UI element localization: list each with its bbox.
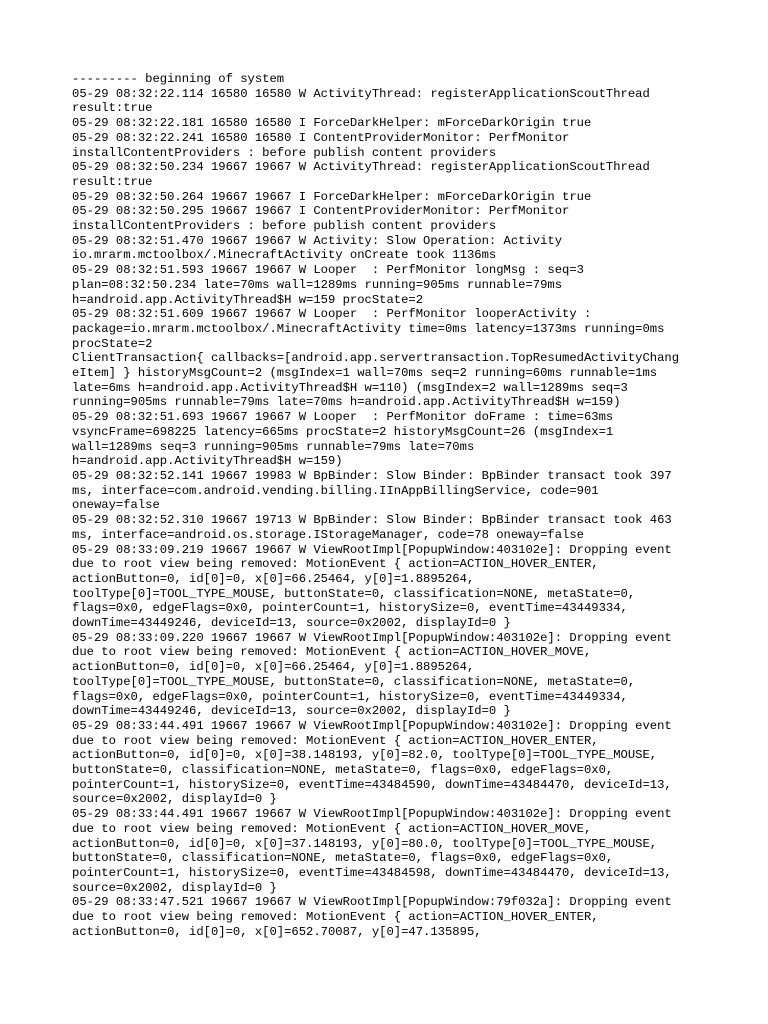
log-line: 05-29 08:32:51.693 19667 19667 W Looper : PerfMonitor doFrame : time=63ms vsyncFrame=698225 latency=665ms procState=2 historyMsgCount=26 (msgIndex=1 wall=1289ms seq=3 running=905ms runnable=79ms late=70ms h=android.app.ActivityThread$H w=159) bbox=[72, 410, 614, 469]
log-line: --------- beginning of system bbox=[72, 72, 285, 86]
log-line: 05-29 08:32:51.470 19667 19667 W Activity: Slow Operation: Activity io.mrarm.mctoolbox/.MinecraftActivity onCreate took 1136ms bbox=[72, 233, 563, 263]
log-line: 05-29 08:33:47.521 19667 19667 W ViewRootImpl[PopupWindow:79f032a]: Dropping event due to root view being removed: MotionEvent { action=ACTION_HOVER_ENTER, actionButton=0, id[0]=0, x[0]=652.70087, y[0]=47.135895, bbox=[72, 895, 672, 939]
log-line: 05-29 08:32:51.593 19667 19667 W Looper : PerfMonitor longMsg : seq=3 plan=08:32:50.234 late=70ms wall=1289ms running=905ms runnable=79ms h=android.app.ActivityThread$H w=159 procState=2 bbox=[72, 263, 584, 307]
log-line: 05-29 08:32:22.114 16580 16580 W ActivityThread: registerApplicationScoutThread result:true bbox=[72, 86, 650, 116]
log-line: 05-29 08:32:52.310 19667 19713 W BpBinder: Slow Binder: BpBinder transact took 463 ms, interface=android.os.storage.IStorageManager, code=78 oneway=false bbox=[72, 513, 672, 542]
log-line: 05-29 08:32:50.264 19667 19667 I ForceDarkHelper: mForceDarkOrigin true bbox=[72, 189, 592, 204]
log-document bbox=[72, 72, 708, 939]
log-line: 05-29 08:33:44.491 19667 19667 W ViewRootImpl[PopupWindow:403102e]: Dropping event due to root view being removed: MotionEvent { action=ACTION_HOVER_ENTER, actionButton=0, id[0]=0, x[0]=38.148193, y[0]=82.0, toolType[0]=TOOL_TYPE_MOUSE, buttonState=0, classification=NONE, metaState=0, flags=0x0, edgeFlags=0x0, pointerCount=1, historySize=0, eventTime=43484590, downTime=43484470, deviceId=13, source=0x2002, displayId=0 } bbox=[72, 718, 672, 807]
log-line: 05-29 08:32:50.295 19667 19667 I ContentProviderMonitor: PerfMonitor installContentProviders : before publish content providers bbox=[72, 204, 570, 234]
log-line: 05-29 08:32:51.609 19667 19667 W Looper : PerfMonitor looperActivity : package=io.mrarm.mctoolbox/.MinecraftActivity time=0ms latency=1373ms running=0ms procState=2 ClientTransaction{ callbacks=[android.app.servertransaction.TopResumedActivityChang eItem] } historyMsgCount=2 (msgIndex=1 wall=70ms seq=2 running=60ms runnable=1ms late=6ms h=android.app.ActivityThread$H w=110) (msgIndex=2 wall=1289ms seq=3 running=905ms runnable=79ms late=70ms h=android.app.ActivityThread$H w=159) bbox=[72, 307, 680, 410]
log-line: 05-29 08:33:44.491 19667 19667 W ViewRootImpl[PopupWindow:403102e]: Dropping event due to root view being removed: MotionEvent { action=ACTION_HOVER_MOVE, actionButton=0, id[0]=0, x[0]=37.148193, y[0]=80.0, toolType[0]=TOOL_TYPE_MOUSE, buttonState=0, classification=NONE, metaState=0, flags=0x0, edgeFlags=0x0, pointerCount=1, historySize=0, eventTime=43484598, downTime=43484470, deviceId=13, source=0x2002, displayId=0 } bbox=[72, 807, 672, 895]
log-line: 05-29 08:32:52.141 19667 19983 W BpBinder: Slow Binder: BpBinder transact took 397 ms, interface=com.android.vending.billing.IInAppBillingService, code=901 oneway=false bbox=[72, 468, 672, 513]
log-line: 05-29 08:32:22.181 16580 16580 I ForceDarkHelper: mForceDarkOrigin true bbox=[72, 116, 592, 131]
log-line: 05-29 08:32:22.241 16580 16580 I ContentProviderMonitor: PerfMonitor installContentProviders : before publish content providers bbox=[72, 130, 570, 160]
log-line: 05-29 08:33:09.219 19667 19667 W ViewRootImpl[PopupWindow:403102e]: Dropping event due to root view being removed: MotionEvent { action=ACTION_HOVER_ENTER, actionButton=0, id[0]=0, x[0]=66.25464, y[0]=1.8895264, toolType[0]=TOOL_TYPE_MOUSE, buttonState=0, classification=NONE, metaState=0, flags=0x0, edgeFlags=0x0, pointerCount=1, historySize=0, eventTime=43449334, downTime=43449246, deviceId=13, source=0x2002, displayId=0 } bbox=[72, 542, 672, 631]
log-line: 05-29 08:33:09.220 19667 19667 W ViewRootImpl[PopupWindow:403102e]: Dropping event due to root view being removed: MotionEvent { action=ACTION_HOVER_MOVE, actionButton=0, id[0]=0, x[0]=66.25464, y[0]=1.8895264, toolType[0]=TOOL_TYPE_MOUSE, buttonState=0, classification=NONE, metaState=0, flags=0x0, edgeFlags=0x0, pointerCount=1, historySize=0, eventTime=43449334, downTime=43449246, deviceId=13, source=0x2002, displayId=0 } bbox=[72, 630, 672, 719]
log-line: 05-29 08:32:50.234 19667 19667 W ActivityThread: registerApplicationScoutThread result:true bbox=[72, 160, 650, 189]
